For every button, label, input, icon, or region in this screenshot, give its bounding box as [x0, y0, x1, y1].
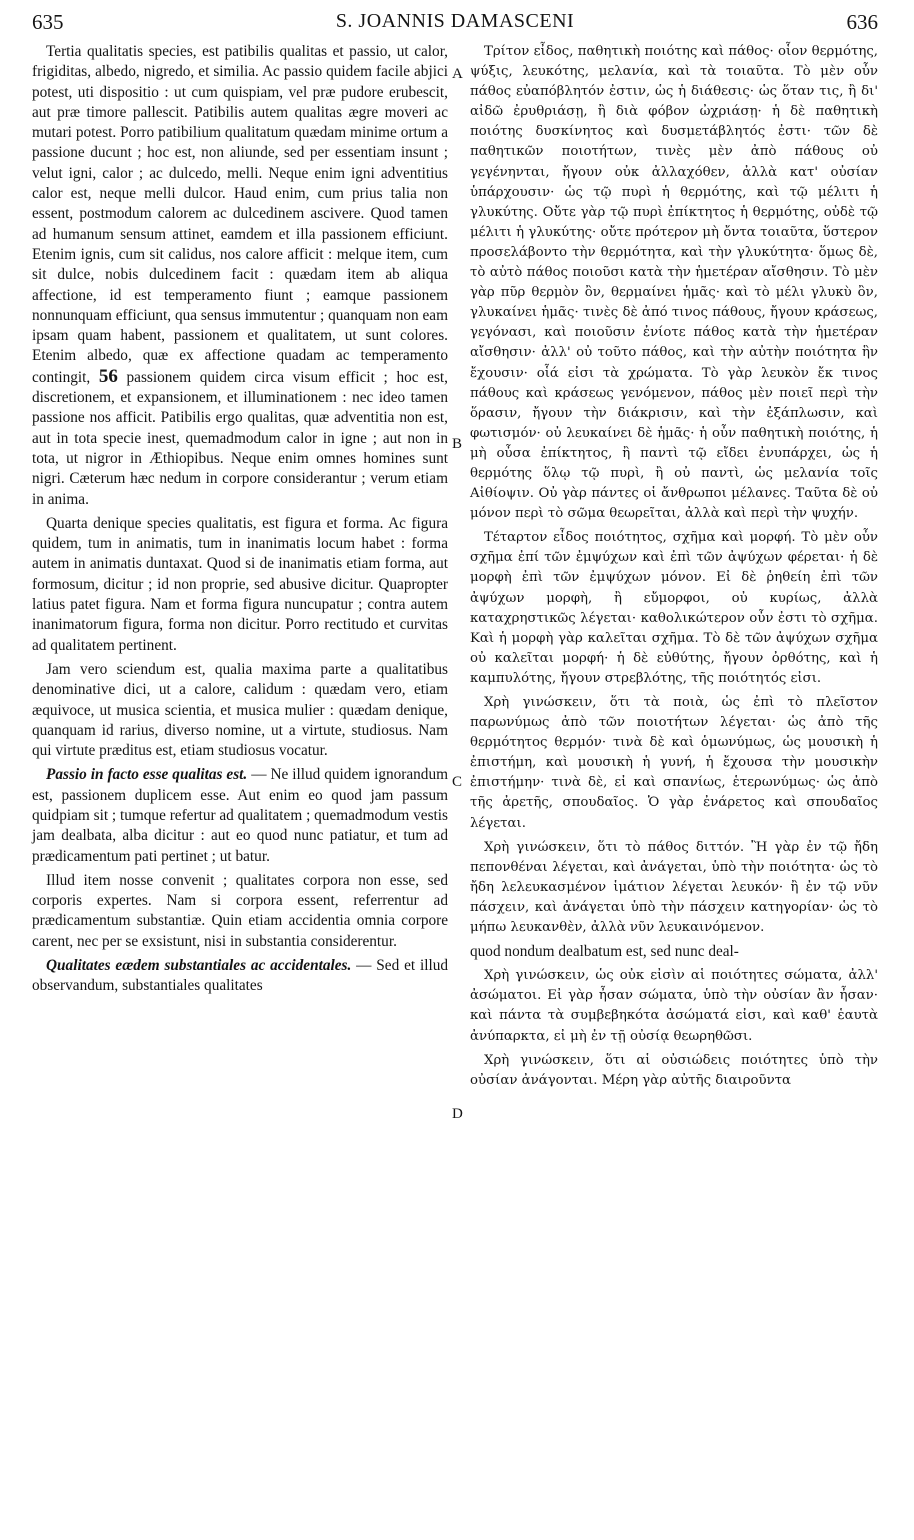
latin-continuation: quod nondum dealbatum est, sed nunc deal-: [470, 943, 739, 961]
section-marker-d: D: [452, 1106, 463, 1122]
page-number-left: 635: [32, 10, 64, 34]
greek-paragraph: Χρὴ γινώσκειν, ὅτι τὸ πάθος διττόν. Ἢ γὰρ ἐν τῷ ἤδη πεπονθέναι λέγεται, καὶ ἀνάγεται, ὑπὸ τὴν ποιότητα· ὡς τὸ ἤδη λελευκασμένον ἱμάτιον λέγεται λευκόν· ἢ ἐν τῷ νῦν πάσχειν, καὶ ἀνάγεται ὑπὸ τὴν πάσχειν κατηγορίαν· ὡς τὸ μήπω λευκανθὲν, ἀλλὰ νῦν λευκαινόμενον.: [470, 839, 878, 936]
latin-paragraph: Jam vero sciendum est, qualia maxima parte a qualitatibus denominative dici, ut a calore, calidum : quædam vero, etiam æquivoce, ut musica scientia, et musica mulier : quædam denique, quanquam id rarius, diverso nomine, ut a virtute, studiosus. Nam qui virtute præditus est, etiam studiosus vocatur.: [32, 660, 448, 760]
latin-rubric: Qualitates eædem substantiales ac accidentales.: [46, 957, 352, 975]
latin-paragraph: [32, 42, 448, 510]
running-title: S. JOANNIS DAMASCENI: [335, 10, 575, 32]
section-marker-b: B: [452, 436, 463, 452]
greek-paragraph: Τέταρτον εἶδος ποιότητος, σχῆμα καὶ μορφή. Τὸ μὲν οὖν σχῆμα ἐπί τῶν ἐμψύχων καὶ ἐπὶ τῶν ἀψύχων φέρεται· ἡ δὲ μορφὴ ἐπὶ τῶν ἐμψύχων μόνον. Εἰ δὲ ῥηθείη ἐπὶ τῶν ἀψύχων μορφὴ, ἢ εὔμορφοι, οὐ κυρίως, ἀλλὰ καταχρηστικῶς λέγεται· καθολικώτερον οὖν ἐστι τὸ σχῆμα. Καὶ ἡ μορφὴ γὰρ καλεῖται σχῆμα. Τὸ δὲ τῶν ἀψύχων σχῆμα οὐ καλεῖται μορφή· ἡ δὲ εὐθύτης, ἤγουν ὀρθότης, καὶ ἡ καμπυλότης, ἤγουν στρεβλότης, τῆς ποιότητός εἰσι.: [470, 530, 878, 686]
page-header: [32, 6, 878, 40]
latin-text: passionem quidem circa visum efficit ; hoc est, discretionem, et expansionem, et illuminationem : nec ideo tamen passione nos afficit. Patibilis ergo qualitas, quæ adventitia non est, aut in tota specie inest, quemadmodum calor in igne ; aut non in tota, ut nigror in Æthiopibus. Neque enim omnes homines sunt nigri. Cæterum hæc nedum in corpore considerantur ; verum etiam in anima.: [32, 368, 449, 508]
latin-text: — Ne illud quidem ignorandum est, passionem duplicem esse. Aut enim eo quod jam passum quidpiam sit ; tumque refertur ad qualitatem ; quemadmodum vestis jam dealbata, alba dicitur : aut eo quod nunc patiatur, et tum ad prædicamentum pati pertinet ; ut batur.: [32, 766, 449, 865]
greek-paragraph: Χρὴ γινώσκειν, ὡς οὐκ εἰσὶν αἱ ποιότητες σώματα, ἀλλ' ἀσώματοι. Εἰ γὰρ ἦσαν σώματα, ὑπὸ τὴν οὐσίαν ἂν ἦσαν· καὶ πάντα τὰ συμβεβηκότα ἀσώματά εἰσι, καὶ καθ' ἑαυτὰ ἀνύπαρκτα, εἰ μὴ ἐν τῇ οὐσίᾳ θεωρηθῶσι.: [470, 968, 878, 1044]
latin-paragraph: Quarta denique species qualitatis, est figura et forma. Ac figura quidem, tum in animatis, tum in inanimatis locum habet : forma autem in animatis duntaxat. Quod si de inanimatis etiam forma, aut formosum, dicitur ; id non proprie, sed abusive dicitur. Quapropter latius patet figura. Nam et forma figura nuncupatur ; contra autem inanimatorum figura, forma non dicitur. Porro rectitudo et curvitas ad qualitatem pertinent.: [32, 514, 448, 654]
latin-paragraph: [32, 765, 448, 866]
latin-paragraph: [32, 956, 448, 997]
greek-paragraph: Τρίτον εἶδος, παθητικὴ ποιότης καὶ πάθος· οἷον θερμότης, ψύξις, λευκότης, μελανία, καὶ τὰ τοιαῦτα. Τὸ μὲν οὖν πάθος εὐαπόβλητόν ἐστιν, ὡς ἡ διάθεσις· ὡς ὅταν τις, ἢ δι' αἰδῶ ἐρυθριάσῃ, ἢ διὰ φόβον ὠχριάσῃ· ἡ δὲ παθητικὴ ποιότης δυσκίνητος καὶ δυσμετάβλητός ἐστι· τῶν δὲ παθητικῶν ποιοτήτων, τινὲς μὲν ἀπὸ πάθους οὐ γεγένηνται, ἤγουν οὐκ ἀλλαχόθεν, ἀλλὰ κατ' οὐσίαν ὑπάρχουσιν· ὡς τῷ πυρὶ ἡ θερμότης, καὶ τῷ μέλιτι ἡ γλυκύτης. Οὔτε γὰρ τῷ πυρὶ ἐπίκτητος ἡ θερμότης, οὐδὲ τῷ μέλιτι ἡ γλυκύτης· οὔτε πρότερον μὴ ὄντα τοιαῦτα, ὕστερον προσελάβοντο τὴν θερμότητα, καὶ τὴν γλυκύτητα· ὅμως δὲ, τὸ αὐτὸ πάθος ποιοῦσι κατὰ τὴν ἡμετέραν αἴσθησιν. Τὸ μὲν γὰρ πῦρ θερμὸν ὂν, θερμαίνει ἡμᾶς· καὶ τὸ μέλι γλυκὺ ὂν, γλυκαίνει ἡμᾶς· τινὲς δὲ ἀπό τινος πάθους, ἤγουν κράσεως, γεγόνασι, καὶ ποιοῦσιν ἐνίοτε πάθος κατὰ τὴν ἡμετέραν αἴσθησιν· ἀλλ' οὐ τοῦτο πάθος, καὶ τὴν αὐτὴν ποιότητα ἣν ἔχουσιν· οἷά εἰσι τὰ χρώματα. Τὸ γὰρ λευκὸν ἔκ τινος πάθους καὶ κράσεως γενόμενον, πάθος μὲν ποιεῖ περὶ τὴν ὅρασιν, ἤγουν τὴν διάκρισιν, καὶ τὴν ἐξάπλωσιν, καὶ φωτισμόν· οὐ λευκαίνει δὲ ἡμᾶς· ἡ οὖν παθητικὴ ποιότης, ἡ μὴ οὖσα ἐπίκτητος, ἢ παντὶ τῷ εἴδει ἐνυπάρχει, ὡς ἡ θερμότης ὅλῳ τῷ πυρὶ, ἢ οὐ παντὶ, ὡς μελανία τοῖς Αἰθίοψιν. Οὐ γὰρ πάντες οἱ ἄνθρωποι μέλανες. Ταῦτα δὲ οὐ μόνον περὶ τὸ σῶμα θεωρεῖται, ἀλλὰ καὶ περὶ τὴν ψυχήν.: [470, 44, 878, 522]
latin-column: [32, 42, 448, 1001]
latin-paragraph: Illud item nosse convenit ; qualitates corpora non esse, sed corporis expertes. Nam si corpora essent, referrentur ad prædicamentum substantiæ. Quin etiam accidentia omnia corpore carent, nec per se exsistunt, nisi in substantia considerentur.: [32, 871, 448, 950]
greek-paragraph: Χρὴ γινώσκειν, ὅτι αἱ οὐσιώδεις ποιότητες ὑπὸ τὴν οὐσίαν ἀνάγονται. Μέρη γὰρ αὐτῆς διαιροῦντα: [470, 1052, 878, 1088]
page-number-right: 636: [846, 10, 878, 34]
latin-text: Tertia qualitatis species, est patibilis qualitas et passio, ut calor, frigiditas, albedo, nigredo, et similia. Ac passio quidem facile abjici potest, uti dispositio : ut cum quispiam, vel præ pudore erubescit, aut præ timore pallescit. Patibilis autem qualitas ægre moveri ac mutari potest. Porro patibilium qualitatum quædam minime ortum a passione ducunt ; hoc est, non aliunde, sed per essentiam insunt ; velut igni, calor ; ac dulcedo, melli. Neque enim igni adventitius calor est, neque melli dulcor. Haud enim, cum prius talia non essent, postmodum calorem ac dulcedinem ascivere. Quod tamen ad humanum sensum attinet, eamdem et illa passionem efficiunt. Etenim ignis, cum sit calidus, nos calore afficit : melque item, cum sit dulce, nobis dulcedinem facit : quædam item ab aliqua affectione, id est temperamento fiunt ; eamque passionem nonnunquam efficiunt, qua sensus immutentur ; quanquam non eam ipsam quam habent, passionem et qualitatem, ut sunt colores. Etenim albedo, quæ ex affectione quadam ac temperamento contingit,: [32, 43, 448, 386]
section-marker-a: A: [452, 66, 463, 82]
page-mark: 56: [98, 365, 118, 387]
latin-text: — Sed et illud observandum, substantiales qualitates: [32, 957, 448, 995]
section-marker-c: C: [452, 774, 463, 790]
greek-paragraph: Χρὴ γινώσκειν, ὅτι τὰ ποιὰ, ὡς ἐπὶ τὸ πλεῖστον παρωνύμως ἀπὸ τῶν ποιοτήτων λέγεται· ὡς ἀπὸ τῆς θερμότητος θερμόν· τινὰ δὲ καὶ ὁμωνύμως, ὡς μουσικὴ ἡ ἐπιστήμη, καὶ μουσικὴ ἡ γυνή, ἡ ἔχουσα τὴν μουσικὴν ἐπιστήμην· τινὰ δὲ, εἰ καὶ σπανίως, ἑτερωνύμως· ὡς ἀπὸ τῆς ἀρετῆς, σπουδαῖος. Ὁ γὰρ ἐνάρετος καὶ σπουδαῖος λέγεται.: [470, 695, 878, 831]
greek-column: [470, 42, 878, 1095]
latin-rubric: Passio in facto esse qualitas est.: [46, 766, 248, 784]
